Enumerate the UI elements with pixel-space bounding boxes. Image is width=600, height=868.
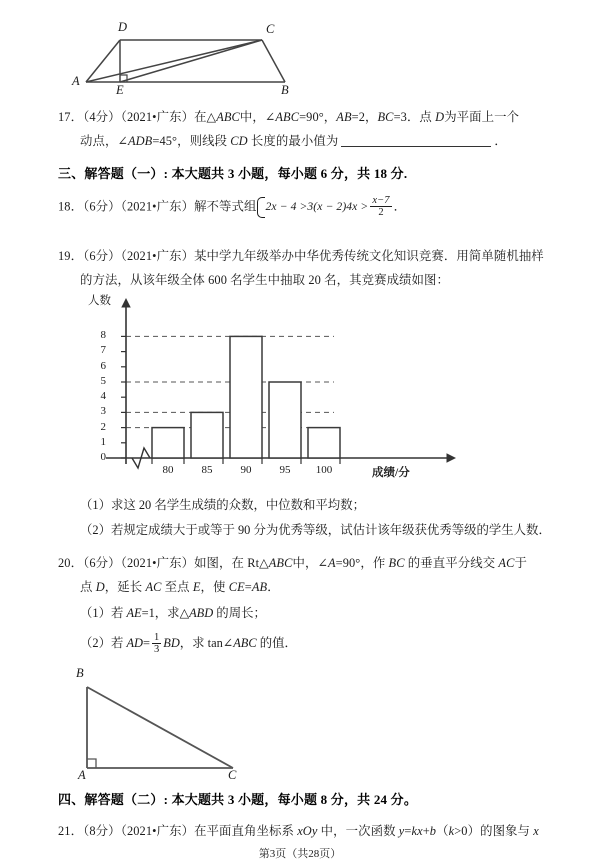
question-20-line-1 bbox=[58, 550, 527, 576]
chart-ytick-7: 7 bbox=[100, 344, 106, 356]
q20-angle-a: A bbox=[327, 556, 336, 570]
q17-t1: 在△ bbox=[194, 110, 217, 124]
q17-t8: =45°，则线段 bbox=[152, 134, 231, 148]
q18-score: （6分） bbox=[83, 199, 121, 214]
bar-95 bbox=[269, 382, 301, 458]
q19-score: （6分） bbox=[83, 249, 121, 263]
q17-period: ． bbox=[494, 134, 507, 148]
q20-t2: 中，∠ bbox=[292, 556, 328, 570]
figure-label-d: D bbox=[118, 20, 128, 34]
q20-point-d: D bbox=[95, 580, 105, 594]
answer-blank-q17[interactable] bbox=[341, 146, 491, 147]
q20-ad: AD bbox=[126, 636, 143, 650]
q17-t9: 长度的最小值为 bbox=[247, 134, 339, 148]
q21-t3: （ bbox=[436, 824, 449, 838]
q21-x: x bbox=[417, 824, 423, 838]
q17-t6: 为平面上一个 bbox=[444, 110, 520, 124]
inequality-2 bbox=[346, 195, 393, 219]
q21-eq: = bbox=[404, 824, 412, 838]
figure-label-c: C bbox=[266, 22, 275, 36]
chart-xtick-100: 100 bbox=[315, 464, 333, 476]
q17-abc: ABC bbox=[216, 110, 240, 124]
q21-plus: + bbox=[422, 824, 430, 838]
q20-abd: ABD bbox=[189, 606, 214, 620]
q18-tail: ． bbox=[393, 199, 407, 214]
q19-number: 19 bbox=[58, 249, 71, 263]
q17-angle-adb: ADB bbox=[127, 134, 153, 148]
chart-ytick-6: 6 bbox=[100, 360, 106, 372]
chart-ytick-5: 5 bbox=[100, 375, 106, 387]
question-17-line-1 bbox=[58, 104, 519, 130]
q20-s2-t3: 的值． bbox=[256, 636, 297, 650]
fraction-denominator: 2 bbox=[370, 206, 391, 218]
parallelogram-svg bbox=[0, 0, 600, 95]
q17-t3: =90°， bbox=[299, 110, 337, 124]
question-20-line-2 bbox=[80, 574, 280, 600]
q17-bc: BC bbox=[377, 110, 394, 124]
q20-s1-t1: （1）若 bbox=[80, 606, 127, 620]
q21-number: 21 bbox=[58, 824, 71, 838]
q20-ce: CE bbox=[228, 580, 245, 594]
figure-label-b: B bbox=[281, 83, 289, 97]
chart-y-axis-title: 人数 bbox=[88, 295, 111, 307]
q20-abc: ABC bbox=[268, 556, 293, 570]
q20-ac-2: AC bbox=[145, 580, 162, 594]
page-footer: 第3页（共28页） bbox=[258, 848, 342, 860]
figure-label-e: E bbox=[116, 83, 124, 97]
q20-t9: ，使 bbox=[200, 580, 229, 594]
q20-bc: BC bbox=[388, 556, 405, 570]
bar-chart-competition-scores bbox=[88, 292, 508, 484]
q17-t4: =2， bbox=[351, 110, 378, 124]
q17-point-d: D bbox=[435, 110, 445, 124]
chart-ytick-0: 0 bbox=[100, 451, 106, 463]
right-triangle-svg bbox=[0, 660, 600, 780]
q17-ab: AB bbox=[336, 110, 352, 124]
q19-dot: ． bbox=[70, 249, 84, 263]
fraction-numerator-1: 1 bbox=[154, 631, 160, 643]
q18-source: （2021•广东） bbox=[120, 199, 195, 214]
question-19-line-1 bbox=[58, 243, 544, 269]
section-3-heading: 三、解答题（一）: 本大题共 3 小题，每小题 6 分，共 18 分. bbox=[58, 166, 408, 181]
q20-t7: ，延长 bbox=[104, 580, 146, 594]
q17-dot: ． bbox=[70, 110, 84, 124]
bar-85 bbox=[191, 412, 223, 458]
chart-x-axis-title: 成绩/分 bbox=[372, 467, 410, 479]
question-19-sub-1: （1）求这 20 名学生成绩的众数，中位数和平均数； bbox=[80, 498, 365, 512]
chart-ytick-2: 2 bbox=[100, 421, 106, 433]
fraction-numerator: x−7 bbox=[372, 195, 390, 206]
q20-number: 20 bbox=[58, 556, 71, 570]
fraction-denominator-3: 3 bbox=[154, 643, 160, 655]
fraction-x-minus-7-over-2 bbox=[370, 195, 391, 218]
chart-ytick-3: 3 bbox=[100, 405, 106, 417]
triangle-label-c: C bbox=[228, 768, 237, 782]
q21-t4: >0）的图象与 bbox=[454, 824, 534, 838]
q18-number: 18 bbox=[58, 199, 71, 214]
q17-t5: =3．点 bbox=[393, 110, 436, 124]
question-20-sub-2 bbox=[80, 631, 297, 656]
chart-bars bbox=[152, 336, 340, 458]
q20-s2-t2: ，求 tan∠ bbox=[179, 636, 234, 650]
question-20-sub-1 bbox=[80, 601, 266, 625]
inequality-system bbox=[257, 196, 394, 219]
q20-t4: 的垂直平分线交 bbox=[404, 556, 499, 570]
q20-dot: ． bbox=[70, 556, 84, 570]
q20-t3: =90°，作 bbox=[335, 556, 389, 570]
q17-cd: CD bbox=[230, 134, 248, 148]
q19-source: （2021•广东） bbox=[120, 249, 195, 263]
question-21-line-1 bbox=[58, 818, 539, 844]
q21-t1: 在平面直角坐标系 bbox=[194, 824, 298, 838]
chart-ytick-1: 1 bbox=[100, 436, 106, 448]
q20-abc-2: ABC bbox=[233, 636, 257, 650]
inequality-1: 2x − 4 >3(x − 2) bbox=[265, 200, 347, 214]
q20-source: （2021•广东） bbox=[120, 556, 195, 570]
q17-t7: 动点，∠ bbox=[80, 134, 128, 148]
q21-t2: 中，一次函数 bbox=[317, 824, 399, 838]
q21-x2: x bbox=[533, 824, 539, 838]
q21-k2: k bbox=[448, 824, 455, 838]
q21-xoy: xOy bbox=[297, 824, 318, 838]
q17-number: 17 bbox=[58, 110, 71, 124]
triangle-label-b: B bbox=[76, 666, 84, 680]
q20-t1: 如图，在 Rt△ bbox=[194, 556, 269, 570]
q20-score: （6分） bbox=[83, 556, 121, 570]
bar-100 bbox=[308, 428, 340, 458]
q20-s2-eq: = bbox=[143, 636, 150, 650]
q20-t10: = bbox=[244, 580, 252, 594]
q20-s1-t3: 的周长； bbox=[213, 606, 266, 620]
q21-score: （8分） bbox=[83, 824, 121, 838]
q17-source: （2021•广东） bbox=[120, 110, 195, 124]
q20-bd: BD bbox=[163, 636, 180, 650]
inequality-2-lhs: 4x > bbox=[346, 200, 369, 214]
chart-ytick-4: 4 bbox=[100, 390, 106, 402]
q20-t8: 至点 bbox=[161, 580, 193, 594]
bar-chart-svg bbox=[88, 292, 508, 484]
q20-ab: AB bbox=[251, 580, 268, 594]
q17-t2: 中，∠ bbox=[239, 110, 276, 124]
q20-t5: 于 bbox=[514, 556, 527, 570]
q21-b: b bbox=[429, 824, 437, 838]
q21-dot: ． bbox=[70, 824, 84, 838]
q20-t11: ． bbox=[267, 580, 280, 594]
q20-t6: 点 bbox=[80, 580, 96, 594]
q21-y: y bbox=[398, 824, 405, 838]
q17-angle-abc: ABC bbox=[275, 110, 300, 124]
q20-point-e: E bbox=[192, 580, 201, 594]
triangle-label-a: A bbox=[78, 768, 86, 782]
q18-text: 解不等式组 bbox=[194, 199, 257, 214]
chart-xtick-90: 90 bbox=[240, 464, 252, 476]
question-19-line-2: 的方法，从该年级全体 600 名学生中抽取 20 名，其竞赛成绩如图： bbox=[80, 273, 450, 287]
q20-s2-t1: （2）若 bbox=[80, 636, 127, 650]
question-19-sub-2: （2）若规定成绩大于或等于 90 分为优秀等级，试估计该年级获优秀等级的学生人数． bbox=[80, 523, 551, 537]
q19-text-1: 某中学九年级举办中华优秀传统文化知识竞赛．用简单随机抽样 bbox=[194, 249, 544, 263]
chart-ytick-8: 8 bbox=[100, 329, 106, 341]
chart-xtick-85: 85 bbox=[201, 464, 213, 476]
bar-80 bbox=[152, 428, 184, 458]
q18-dot: ． bbox=[70, 199, 84, 214]
right-angle-mark-a bbox=[87, 759, 96, 768]
chart-xtick-80: 80 bbox=[162, 464, 174, 476]
fraction-one-third bbox=[152, 632, 161, 655]
q20-s1-t2: =1，求△ bbox=[141, 606, 190, 620]
figure-label-a: A bbox=[72, 74, 80, 88]
q17-score: （4分） bbox=[83, 110, 121, 124]
q21-k: k bbox=[411, 824, 418, 838]
q20-ac: AC bbox=[498, 556, 515, 570]
question-17-line-2 bbox=[80, 128, 507, 154]
question-18 bbox=[58, 196, 406, 219]
section-4-heading: 四、解答题（二）: 本大题共 3 小题，每小题 8 分，共 24 分。 bbox=[58, 792, 418, 807]
q20-ae: AE bbox=[126, 606, 142, 620]
chart-xtick-95: 95 bbox=[279, 464, 291, 476]
bar-90 bbox=[230, 336, 262, 458]
parallelogram-abcd-figure bbox=[0, 0, 600, 95]
right-triangle-abc-figure bbox=[0, 660, 600, 780]
q21-source: （2021•广东） bbox=[120, 824, 195, 838]
